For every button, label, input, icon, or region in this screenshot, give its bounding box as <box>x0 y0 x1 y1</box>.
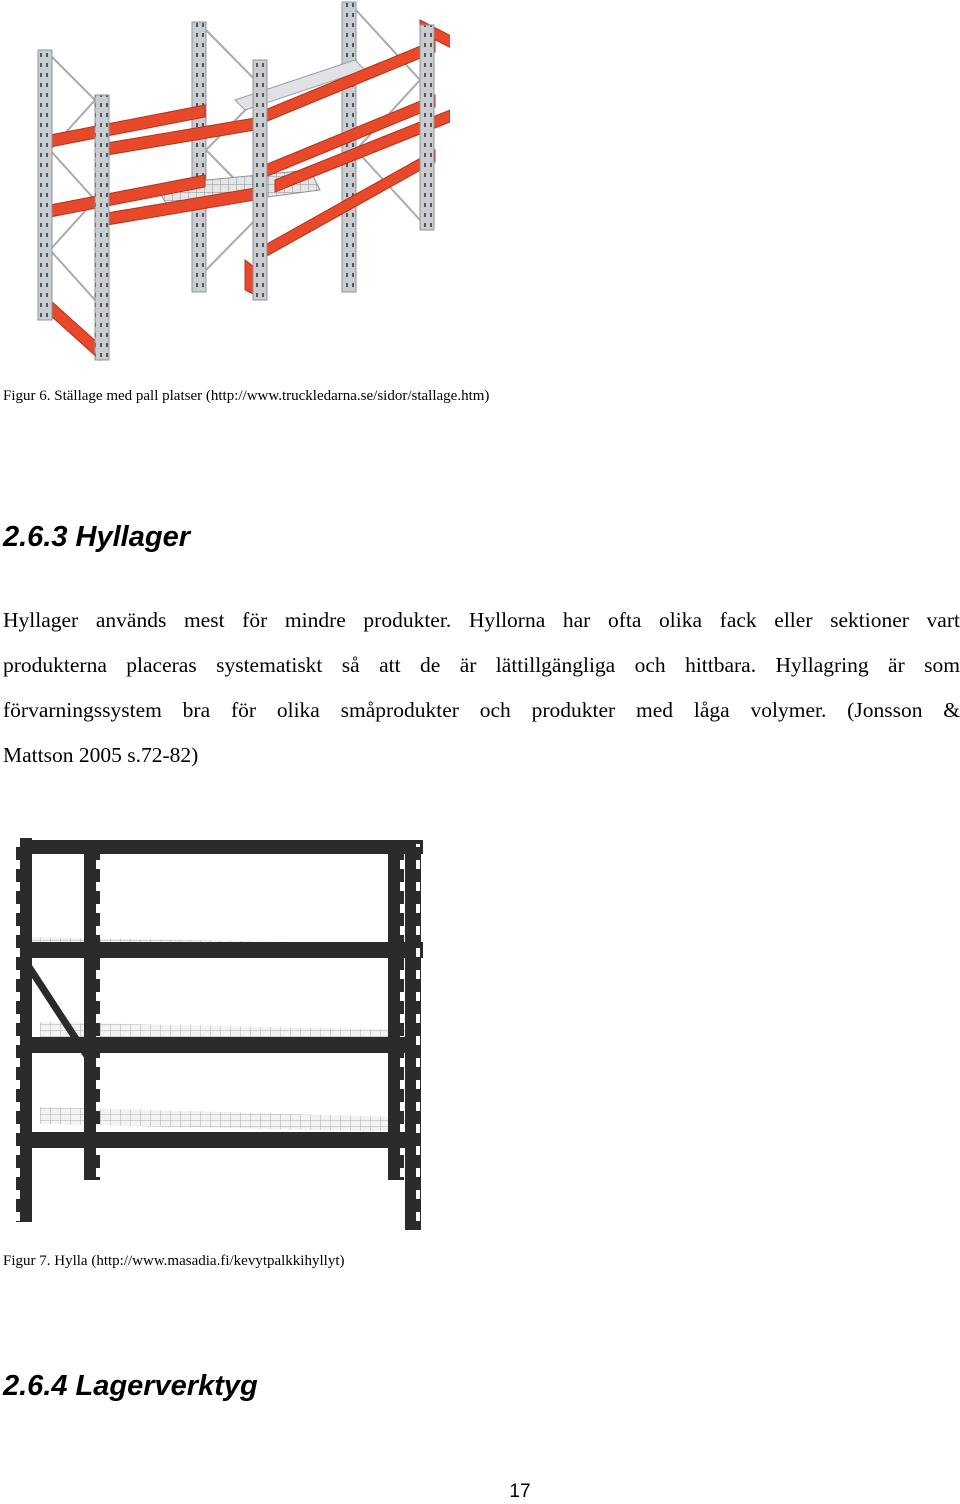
shelving-unit-figure <box>10 832 430 1232</box>
section-heading-lagerverktyg: 2.6.4 Lagerverktyg <box>3 1370 258 1402</box>
figure-6-caption: Figur 6. Ställage med pall platser (http://www.truckledarna.se/sidor/stallage.htm) <box>3 388 490 404</box>
page-number: 17 <box>509 1481 531 1502</box>
paragraph-line: Mattson 2005 s.72-82) <box>3 743 199 767</box>
hyllager-paragraph <box>3 598 960 778</box>
pallet-rack-figure <box>20 0 450 370</box>
paragraph-line: Hyllager används mest för mindre produkter. Hyllorna har ofta olika fack eller sektioner vart <box>3 608 960 632</box>
paragraph-line: produkterna placeras systematiskt så att de är lättillgängliga och hittbara. Hyllagring är som <box>3 653 960 677</box>
section-heading-hyllager: 2.6.3 Hyllager <box>3 521 190 553</box>
paragraph-line: förvarningssystem bra för olika småprodukter och produkter med låga volymer. (Jonsson & <box>3 698 960 722</box>
figure-7-caption: Figur 7. Hylla (http://www.masadia.fi/kevytpalkkihyllyt) <box>3 1253 345 1269</box>
